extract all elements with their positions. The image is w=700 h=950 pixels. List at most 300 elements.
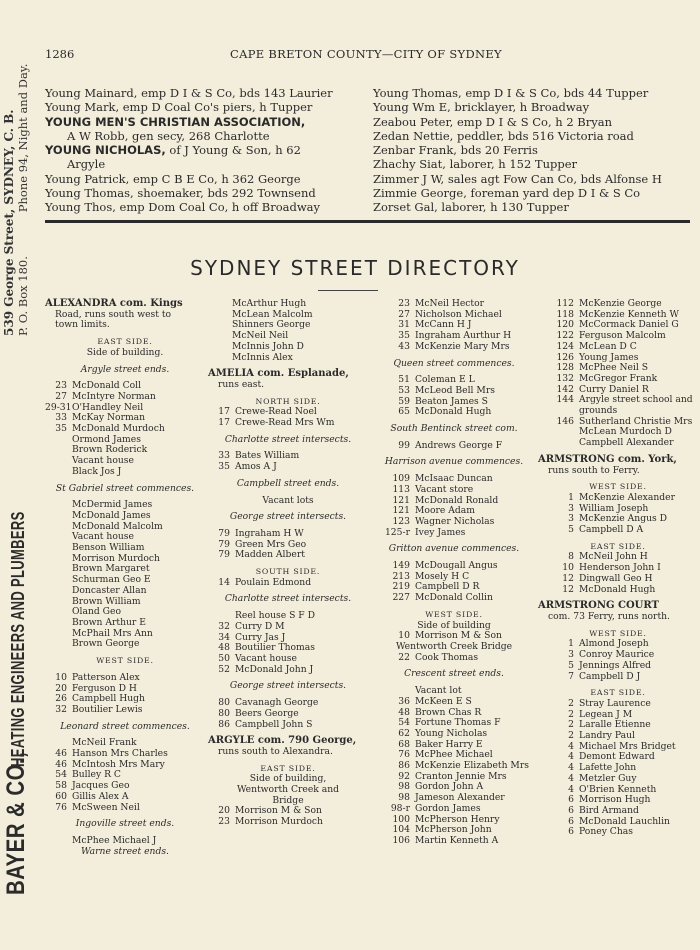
directory-entry: YOUNG MEN'S CHRISTIAN ASSOCIATION, [45, 114, 306, 129]
resident-name: Landry Paul [579, 730, 635, 742]
resident-name: Martin Kenneth A [415, 834, 499, 846]
resident-name: Morrison M & Son [415, 630, 502, 642]
house-number: 2 [568, 697, 574, 709]
house-number: 65 [398, 406, 410, 418]
resident-name: Almond Joseph [579, 638, 649, 650]
house-number: 80 [218, 697, 230, 709]
directory-entry: Young Mainard, emp D I & S Co, bds 143 Laurier [45, 86, 333, 100]
directory-entry: Young Thomas, shoemaker, bds 292 Townsend [45, 186, 316, 201]
intersection-note: Queen street commences. [393, 357, 515, 369]
directory-entry: Young Patrick, emp C B E Co, h 362 George [45, 171, 301, 186]
resident-name: Fortune Thomas F [415, 717, 501, 729]
directory-row [208, 462, 368, 473]
house-number: 3 [568, 502, 574, 514]
resident-name: McDonald Murdoch [72, 423, 165, 435]
resident-name: Demont Edward [579, 751, 655, 763]
directory-row [45, 639, 205, 650]
directory-row [45, 467, 205, 478]
street-heading: ALEXANDRA com. Kings [45, 298, 183, 309]
directory-column-3 [374, 299, 534, 847]
resident-name: Legean J M [579, 708, 633, 720]
house-number: 79 [218, 549, 230, 561]
house-number: 58 [55, 780, 67, 792]
intersection-note: George street intersects. [229, 680, 347, 692]
house-number: 106 [392, 834, 410, 846]
house-number: 35 [398, 330, 410, 342]
directory-entry: Zhachy Siat, laborer, h 152 Tupper [373, 157, 578, 172]
resident-name: McCormack Daniel G [579, 319, 679, 331]
directory-row [374, 342, 534, 353]
house-number: 50 [218, 652, 230, 664]
resident-name: McIsaac Duncan [415, 473, 493, 485]
directory-row [45, 760, 205, 771]
resident-name: Madden Albert [235, 549, 305, 561]
resident-name: Wagner Nicholas [415, 515, 495, 527]
resident-name: Stray Laurence [579, 697, 651, 709]
resident-name: McDermid James [72, 499, 153, 511]
directory-row [45, 705, 205, 716]
house-number: 59 [398, 395, 410, 407]
page-number: 1286 [45, 47, 75, 61]
house-number: 20 [218, 805, 230, 817]
directory-row [208, 720, 368, 731]
resident-name: Curry Daniel R [579, 383, 649, 395]
house-number: 120 [556, 319, 574, 331]
resident-name: Boutilier Thomas [235, 642, 315, 654]
resident-name: Black Jos J [72, 465, 122, 477]
house-number: 3 [568, 513, 574, 525]
resident-name: McKenzie George [579, 298, 662, 309]
directory-column-2 [208, 299, 368, 828]
street-heading: ARMSTRONG com. York, [538, 453, 677, 465]
resident-name: Gordon James [415, 802, 481, 814]
directory-column-1 [45, 299, 205, 857]
directory-entry: Zedan Nettie, peddler, bds 516 Victoria road [373, 128, 634, 143]
house-number: 2 [568, 730, 574, 742]
resident-name: Curry D M [235, 620, 285, 632]
resident-name [538, 438, 698, 449]
house-number: 144 [556, 394, 574, 406]
house-number: 5 [568, 524, 574, 536]
resident-name: Schurman Geo E [72, 574, 151, 586]
directory-entry: Zimmer J W, sales agt Fow Can Co, bds Alfonse H [373, 171, 662, 186]
resident-name: Sutherland Christie Mrs [579, 415, 693, 427]
house-number: 76 [398, 749, 410, 761]
house-number: 23 [218, 816, 230, 828]
house-number: 33 [55, 412, 67, 424]
ad-firm-banner [2, 412, 31, 895]
house-number: 128 [556, 362, 574, 374]
intersection-note: Charlotte street intersects. [224, 593, 352, 605]
house-number: 76 [55, 801, 67, 813]
resident-name: Andrews George F [415, 439, 503, 451]
intersection-note: Crescent street ends. [404, 668, 504, 680]
side-label: EAST SIDE. [590, 541, 646, 551]
resident-name: Green Mrs Geo [235, 538, 307, 550]
house-number: 1 [568, 638, 574, 650]
house-number: 32 [55, 703, 67, 715]
resident-name-text: Campbell Alexander [579, 437, 674, 449]
house-number: 68 [398, 738, 410, 750]
house-number: 86 [218, 718, 230, 730]
side-label: NORTH SIDE. [255, 396, 321, 406]
resident-name: Patterson Alex [72, 671, 140, 683]
resident-name: Vacant house [235, 652, 297, 664]
page-header [45, 47, 695, 65]
top-entries-left [45, 86, 375, 215]
resident-name: Campbell D J [579, 670, 641, 682]
top-entries-right [373, 86, 700, 215]
street-heading: ARGYLE com. 790 George, [208, 735, 357, 747]
resident-name: McKenzie Angus D [579, 513, 668, 525]
resident-name: McKenzie Elizabeth Mrs [415, 760, 529, 772]
street-heading: AMELIA com. Esplanade, [208, 368, 349, 380]
entry-name-bold: YOUNG NICHOLAS, [45, 143, 166, 158]
directory-entry: Zorset Gal, laborer, h 130 Tupper [373, 200, 569, 215]
resident-name: Campbell John S [235, 718, 313, 730]
house-number: 6 [568, 794, 574, 806]
resident-name: Michael Mrs Bridget [579, 740, 676, 752]
resident-name: Doncaster Allan [72, 584, 147, 596]
directory-row [538, 395, 698, 406]
house-number: 4 [568, 783, 574, 795]
resident-name: Bulley R C [72, 769, 121, 781]
house-number: 3 [568, 649, 574, 661]
house-number: 32 [218, 620, 230, 632]
resident-name: Moore Adam [415, 505, 475, 517]
street-note: Wentworth Creek and [236, 784, 340, 796]
resident-name: Cook Thomas [415, 651, 479, 663]
house-number: 4 [568, 751, 574, 763]
directory-row [538, 827, 698, 838]
resident-name: Jacques Geo [72, 780, 130, 792]
house-number: 6 [568, 826, 574, 838]
resident-name: McLean Malcolm [232, 308, 313, 320]
resident-name: Poney Chas [579, 826, 633, 838]
directory-row [374, 593, 534, 604]
house-number: 126 [556, 351, 574, 363]
house-number: 48 [398, 706, 410, 718]
directory-row [45, 597, 205, 608]
resident-name: Vacant lot [415, 685, 462, 697]
resident-name: Laralle Etienne [579, 719, 651, 731]
resident-name: McPhail Mrs Ann [72, 627, 153, 639]
resident-name: Curry Jas J [235, 631, 286, 643]
street-description: com. 73 Ferry, runs north. [548, 610, 670, 622]
directory-row [374, 836, 534, 847]
ad-trade: HEATING ENGINEERS AND PLUMBERS [8, 511, 28, 768]
directory-row [208, 622, 368, 633]
resident-name: McDonald Malcolm [72, 520, 163, 532]
resident-name: Ferguson D H [72, 682, 137, 694]
house-number: 35 [218, 461, 230, 473]
house-number: 46 [55, 748, 67, 760]
page-title: CAPE BRETON COUNTY—CITY OF SYDNEY [230, 47, 502, 61]
street-heading: ARMSTRONG COURT [538, 600, 659, 612]
resident-name-text: grounds [579, 405, 618, 417]
intersection-note: Gritton avenue commences. [388, 543, 520, 555]
intersection-note: Campbell street ends. [236, 477, 340, 489]
house-number: 4 [568, 762, 574, 774]
house-number: 121 [392, 494, 410, 506]
house-number: 132 [556, 372, 574, 384]
resident-name: McIntyre Norman [72, 390, 156, 402]
house-number: 112 [556, 298, 574, 309]
house-number: 51 [398, 374, 410, 386]
house-number: 98 [398, 781, 410, 793]
house-number: 8 [568, 551, 574, 563]
ad-address: 539 George Street, SYDNEY, C. B. [2, 109, 16, 336]
resident-name: McKenzie Alexander [579, 491, 675, 503]
street-note: Vacant lots [262, 494, 314, 506]
house-number: 80 [218, 707, 230, 719]
street-note: Wentworth Creek Bridge [395, 640, 513, 652]
resident-name: Metzler Guy [579, 772, 637, 784]
resident-name: Brown Margaret [72, 563, 150, 575]
resident-name: Mosely H C [415, 570, 470, 582]
side-label: WEST SIDE. [96, 656, 154, 666]
intersection-note: Leonard street commences. [60, 720, 190, 732]
side-label: SOUTH SIDE. [255, 567, 321, 577]
house-number: 123 [392, 515, 410, 527]
intersection-note: George street intersects. [229, 511, 347, 523]
resident-name: Jameson Alexander [415, 792, 505, 804]
resident-name: Reel house S F D [235, 610, 315, 622]
directory-row [374, 407, 534, 418]
directory-entry: Young Thos, emp Dom Coal Co, h off Broadway [45, 200, 321, 215]
directory-entry: Argyle [67, 157, 106, 172]
resident-name: Boutilier Lewis [72, 703, 143, 715]
resident-name: William Joseph [579, 502, 649, 514]
side-label: EAST SIDE. [97, 337, 153, 347]
house-number: 31 [398, 319, 410, 331]
resident-name: Cavanagh George [235, 697, 319, 709]
house-number: 27 [55, 390, 67, 402]
directory-entry: Young Wm E, bricklayer, h Broadway [373, 100, 590, 115]
resident-name: McSween Neil [72, 801, 140, 813]
resident-name: Ferguson Malcolm [579, 330, 666, 342]
resident-name: McDonald Hugh [579, 583, 656, 595]
street-note: Side of building [417, 619, 491, 631]
house-number: 79 [218, 538, 230, 550]
directory-row [208, 418, 368, 429]
resident-name: McKenzie Mary Mrs [415, 340, 510, 352]
directory-row [538, 585, 698, 596]
house-number: 124 [556, 340, 574, 352]
street-note: Side of building. [86, 346, 164, 358]
house-number: 35 [55, 423, 67, 435]
resident-name: McKay Norman [72, 412, 146, 424]
house-number: 142 [556, 383, 574, 395]
house-number: 7 [568, 670, 574, 682]
resident-name: McKeen E S [415, 695, 472, 707]
directory-row [208, 611, 368, 622]
house-number: 23 [55, 380, 67, 392]
house-number: 227 [392, 592, 410, 604]
directory-entry: Zimmie George, foreman yard dep D I & S Co [373, 186, 641, 201]
resident-name: O'Brien Kenneth [579, 783, 657, 795]
house-number: 54 [398, 717, 410, 729]
directory-entry [45, 143, 375, 157]
house-number: 125-r [384, 526, 410, 538]
resident-name: McPherson John [415, 824, 492, 836]
resident-name: Brown George [72, 638, 140, 650]
resident-name: Henderson John I [579, 562, 661, 574]
house-number: 48 [218, 642, 230, 654]
resident-name: Brown William [72, 595, 141, 607]
resident-name: Cranton Jennie Mrs [415, 770, 507, 782]
resident-name: Beers George [235, 707, 299, 719]
resident-name: Hanson Mrs Charles [72, 748, 168, 760]
resident-name: McDonald Coll [72, 380, 142, 392]
resident-name: Young Nicholas [415, 727, 488, 739]
directory-title: SYDNEY STREET DIRECTORY [190, 256, 520, 280]
resident-name: McPhee Neil S [579, 362, 649, 374]
resident-name: Vacant house [72, 531, 134, 543]
ad-contact-info [2, 64, 30, 336]
resident-name: McNeil John H [579, 551, 648, 563]
side-label: EAST SIDE. [590, 688, 646, 698]
directory-row [45, 456, 205, 467]
directory-entry: A W Robb, gen secy, 268 Charlotte [67, 128, 270, 143]
house-number: 29-31 [45, 401, 72, 413]
resident-name: McLean D C [579, 340, 637, 352]
title-rule [318, 290, 378, 291]
house-number: 86 [398, 760, 410, 772]
resident-name: Benson William [72, 542, 145, 554]
resident-name: Shinners George [232, 319, 311, 331]
resident-name: Campbell D R [415, 581, 480, 593]
house-number: 36 [398, 695, 410, 707]
directory-row [208, 550, 368, 561]
resident-name: McArthur Hugh [232, 298, 307, 309]
resident-name: Gillis Alex A [72, 790, 129, 802]
house-number: 98-r [390, 802, 410, 814]
ad-phone: Phone 94, Night and Day. [16, 63, 30, 213]
side-label: WEST SIDE. [589, 628, 647, 638]
resident-name: Nicholson Michael [415, 308, 502, 320]
resident-name: McInnis John D [232, 340, 304, 352]
house-number: 53 [398, 384, 410, 396]
house-number: 52 [218, 663, 230, 675]
house-number: 213 [392, 570, 410, 582]
house-number: 12 [562, 583, 574, 595]
resident-name: McDonald Hugh [415, 406, 492, 418]
ad-contact-line [16, 64, 30, 336]
street-description: town limits. [55, 319, 110, 331]
directory-row [208, 451, 368, 462]
intersection-note: Argyle street ends. [80, 363, 170, 375]
street-description: runs south to Ferry. [548, 464, 640, 476]
resident-name: McDonald Collin [415, 592, 493, 604]
house-number: 6 [568, 804, 574, 816]
resident-name: Brown Chas R [415, 706, 482, 718]
house-number: 2 [568, 719, 574, 731]
directory-row [374, 528, 534, 539]
house-number: 109 [392, 473, 410, 485]
resident-name: Beaton James S [415, 395, 488, 407]
resident-name: Ivey James [415, 526, 466, 538]
intersection-note: St Gabriel street commences. [55, 482, 195, 494]
house-number: 33 [218, 450, 230, 462]
house-number: 46 [55, 758, 67, 770]
directory-entry: Young Thomas, emp D I & S Co, bds 44 Tupper [373, 86, 649, 100]
directory-row [208, 817, 368, 828]
directory-row [208, 665, 368, 676]
directory-entry: Zeabou Peter, emp D I & S Co, h 2 Bryan [373, 114, 613, 129]
house-number: 6 [568, 815, 574, 827]
resident-name: McKenzie Kenneth W [579, 308, 679, 320]
house-number: 43 [398, 340, 410, 352]
house-number: 14 [218, 576, 230, 588]
directory-entry: Zenbar Frank, bds 20 Ferris [373, 143, 538, 158]
resident-name: Crewe-Read Noel [235, 406, 317, 418]
intersection-note: Ingoville street ends. [75, 818, 175, 830]
house-number: 17 [218, 417, 230, 429]
resident-name: Brown Roderick [72, 444, 148, 456]
house-number: 113 [392, 483, 410, 495]
directory-row [45, 803, 205, 814]
resident-name: O'Handley Neil [72, 401, 144, 413]
resident-name: McGregor Frank [579, 372, 658, 384]
house-number: 10 [398, 630, 410, 642]
house-number: 92 [398, 770, 410, 782]
side-label: WEST SIDE. [589, 482, 647, 492]
directory-row [208, 578, 368, 589]
street-note: Side of building, [249, 773, 327, 785]
street-note: Bridge [272, 794, 304, 806]
directory-row [374, 653, 534, 664]
directory-row [538, 525, 698, 536]
side-label: EAST SIDE. [260, 763, 316, 773]
resident-name: McLeod Bell Mrs [415, 384, 495, 396]
house-number: 22 [398, 651, 410, 663]
house-number: 62 [398, 727, 410, 739]
resident-name: Bates William [235, 450, 300, 462]
house-number: 4 [568, 740, 574, 752]
house-number: 17 [218, 406, 230, 418]
house-number: 122 [556, 330, 574, 342]
resident-name: Amos A J [235, 461, 277, 473]
house-number: 121 [392, 505, 410, 517]
house-number: 98 [398, 792, 410, 804]
resident-name: McPhee Michael J [72, 834, 157, 846]
house-number: 54 [55, 769, 67, 781]
house-number: 10 [562, 562, 574, 574]
resident-name: Campbell Hugh [72, 693, 145, 705]
resident-name: Gordon John A [415, 781, 484, 793]
house-number: 118 [556, 308, 574, 320]
house-number: 146 [556, 415, 574, 427]
resident-name: McDonald Lauchlin [579, 815, 670, 827]
resident-name: McPhee Michael [415, 749, 493, 761]
house-number: 20 [55, 682, 67, 694]
resident-name: McDonald John J [235, 663, 314, 675]
house-number: 5 [568, 659, 574, 671]
ad-po-box: P. O. Box 180. [16, 256, 30, 336]
side-label: WEST SIDE. [425, 609, 483, 619]
street-description: runs south to Alexandra. [218, 745, 333, 757]
resident-name: Oland Geo [72, 606, 121, 618]
directory-row [538, 672, 698, 683]
resident-name: Ingraham H W [235, 527, 304, 539]
house-number: 1 [568, 491, 574, 503]
side-advertisement [0, 0, 38, 950]
intersection-note: South Bentinck street com. [390, 423, 518, 435]
house-number: 104 [392, 824, 410, 836]
house-number: 27 [398, 308, 410, 320]
resident-name: Dingwall Geo H [579, 572, 653, 584]
